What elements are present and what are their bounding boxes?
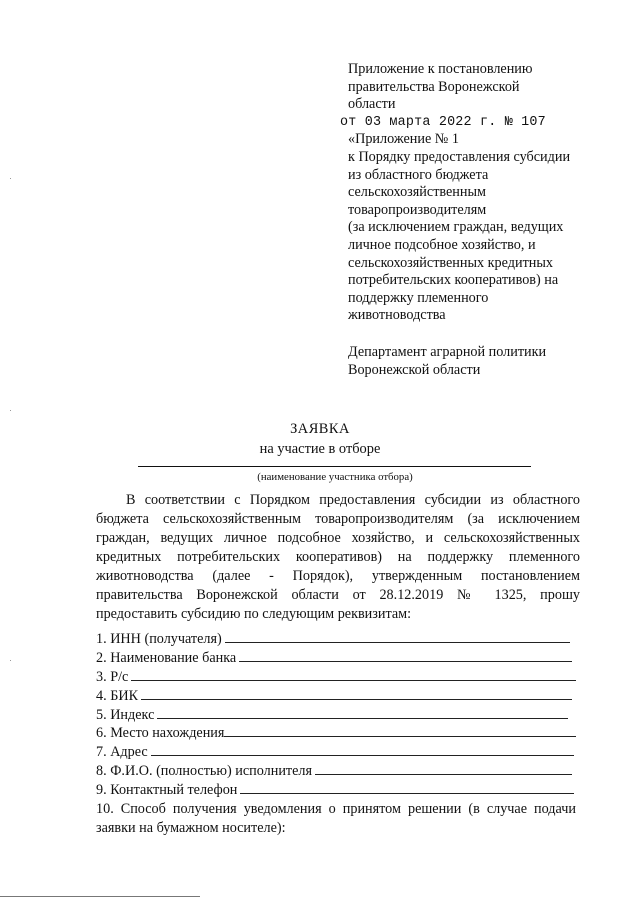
- annex-line: области: [348, 96, 396, 113]
- field-postal-index: [96, 705, 576, 724]
- appendix-line: сельскохозяйственным: [348, 184, 487, 201]
- appendix-line: личное подсобное хозяйство, и: [348, 236, 536, 253]
- field-bik: [96, 686, 576, 705]
- paragraph-line: животноводства (далее - Порядок), утвержденным постановлением: [96, 568, 580, 584]
- postal-index-blank-line[interactable]: [157, 705, 568, 719]
- field-label: 3. Р/с: [96, 668, 129, 685]
- field-label: 5. Индекс: [96, 706, 155, 723]
- address-blank-line[interactable]: [151, 742, 574, 756]
- appendix-line: сельскохозяйственных кредитных: [348, 254, 553, 271]
- field-label: 10. Способ получения уведомления о принятом решении (в случае подачи: [96, 801, 576, 818]
- paragraph-line: граждан, ведущих личное подсобное хозяйство, и сельскохозяйственных: [96, 530, 580, 546]
- bik-blank-line[interactable]: [141, 686, 572, 700]
- field-label: 7. Адрес: [96, 744, 148, 761]
- field-label: заявки на бумажном носителе):: [96, 819, 286, 836]
- field-label: 8. Ф.И.О. (полностью) исполнителя: [96, 763, 313, 780]
- annex-line: правительства Воронежской: [348, 78, 520, 95]
- field-label: 2. Наименование банка: [96, 649, 237, 666]
- appendix-line: товаропроизводителям: [348, 201, 487, 218]
- paragraph-line: правительства Воронежской области от 28.12.2019 № 1325, прошу: [96, 587, 580, 603]
- annex-line: Приложение к постановлению: [348, 61, 533, 77]
- field-inn: [96, 629, 576, 648]
- field-contact-phone: [96, 780, 576, 799]
- scan-speck: [10, 410, 11, 411]
- annex-block: [340, 61, 598, 325]
- field-account: [96, 667, 576, 686]
- appendix-line: животноводства: [348, 307, 446, 324]
- scan-speck: [10, 660, 11, 661]
- participant-name-caption: (наименование участника отбора): [257, 471, 413, 483]
- requisites-list: [96, 629, 576, 838]
- appendix-line: потребительских кооперативов) на: [348, 272, 559, 289]
- location-blank-line[interactable]: [224, 723, 576, 737]
- inn-blank-line[interactable]: [225, 629, 570, 643]
- appendix-line: из областного бюджета: [348, 166, 489, 183]
- department-line: Воронежской области: [348, 361, 481, 378]
- document-subtitle: на участие в отборе: [259, 441, 381, 457]
- field-notification-method: [96, 800, 576, 838]
- field-bank-name: [96, 648, 576, 667]
- field-label: 4. БИК: [96, 687, 139, 704]
- document-title: ЗАЯВКА: [290, 421, 350, 437]
- page-bottom-rule: [0, 896, 200, 897]
- field-label: 6. Место нахождения: [96, 725, 225, 742]
- appendix-line: «Приложение № 1: [348, 131, 459, 148]
- paragraph-line: кредитных потребительских кооперативов) на поддержку племенного: [96, 549, 580, 565]
- appendix-line: к Порядку предоставления субсидии: [348, 148, 571, 165]
- department-line: Департамент аграрной политики: [348, 344, 547, 360]
- field-location: [96, 723, 576, 742]
- paragraph-line: В соответствии с Порядком предоставления субсидии из областного: [126, 492, 580, 508]
- account-blank-line[interactable]: [131, 667, 576, 681]
- field-label: 9. Контактный телефон: [96, 782, 238, 799]
- contact-phone-blank-line[interactable]: [240, 780, 574, 794]
- decree-stamp: от 03 марта 2022 г. № 107: [340, 114, 546, 130]
- request-paragraph: [96, 491, 580, 624]
- executor-name-blank-line[interactable]: [315, 761, 572, 775]
- department-block: [348, 344, 608, 379]
- field-label: 1. ИНН (получателя): [96, 631, 222, 647]
- field-address: [96, 742, 576, 761]
- scan-speck: [10, 178, 11, 179]
- appendix-line: поддержку племенного: [348, 289, 489, 306]
- appendix-line: (за исключением граждан, ведущих: [348, 219, 564, 236]
- field-executor-name: [96, 761, 576, 780]
- paragraph-line: предоставить субсидию по следующим реквизитам:: [96, 606, 412, 622]
- bank-name-blank-line[interactable]: [239, 648, 572, 662]
- paragraph-line: бюджета сельскохозяйственным товаропроизводителям (за исключением: [96, 511, 580, 527]
- participant-name-line: [138, 466, 531, 467]
